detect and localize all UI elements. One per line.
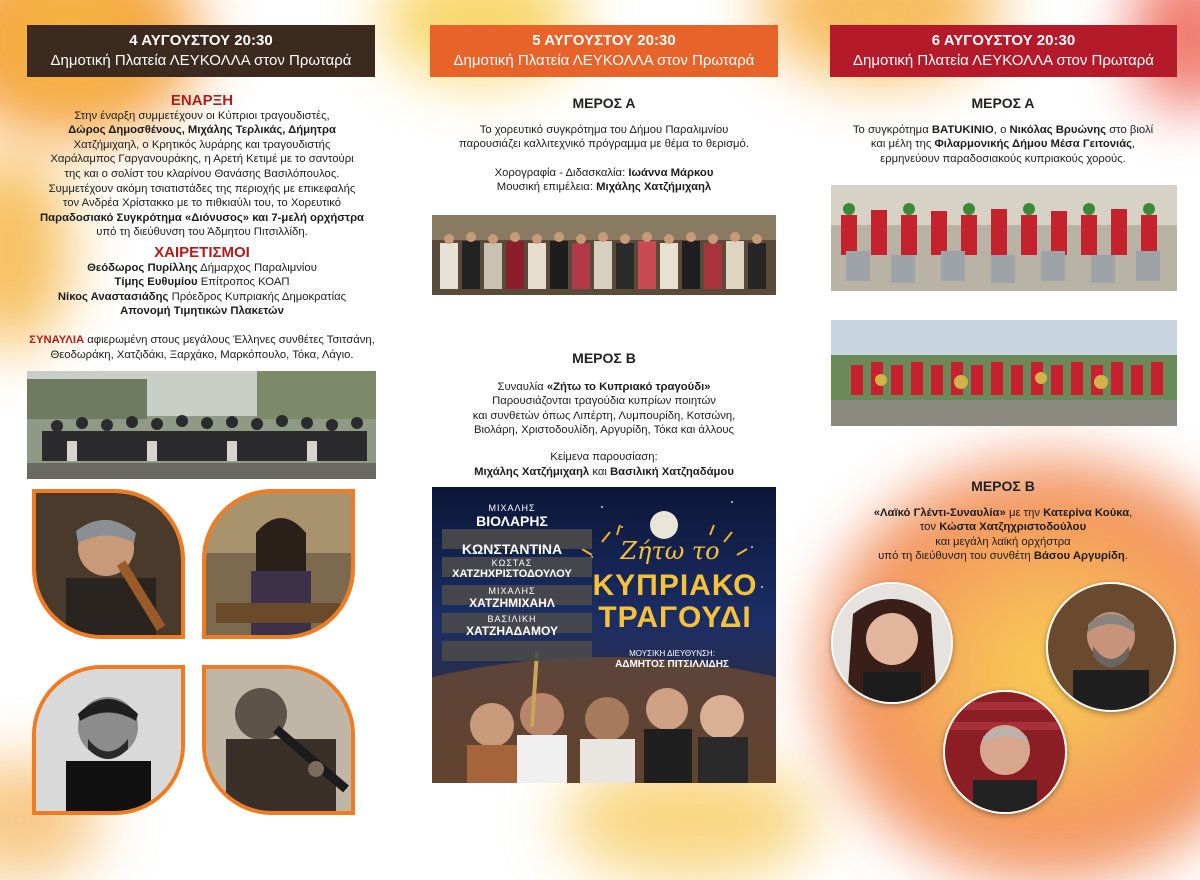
poster-title-big1: ΚΥΠΡΙΑΚΟ [592,569,758,602]
violinist-photo [36,493,181,635]
col1-header [27,25,375,77]
singer-circle-photo-left [831,582,953,704]
music-line [424,180,784,195]
poster-music-dir-label: ΜΟΥΣΙΚΗ ΔΙΕΥΘΥΝΣΗ: [629,649,715,658]
concert-line [22,333,382,348]
poster-title-script: Ζήτω το [620,537,720,565]
col1-group-photo [27,371,376,479]
poster-artist [442,503,582,529]
texts-names [424,465,784,480]
opening-line: Χαράλαμπος Γαργανουράκης, η Αρετή Κετιμέ με το σαντούρι [50,153,354,166]
partB-l1-bold: «Λαϊκό Γλέντι-Συναυλία» [873,506,1006,519]
col1-header-place: Δημοτική Πλατεία ΛΕΥΚΟΛΛΑ στον Πρωταρά [50,52,352,69]
partB-l1-end: , [1129,506,1133,519]
partB-concert-label: Συναυλία [497,380,544,393]
composer-photo [1048,584,1174,710]
col3-partA-line1 [823,123,1183,138]
petal-photo-top-right [202,489,355,639]
partB-l2-name: Κώστα Χατζηχριστοδούλου [939,521,1087,534]
col1-header-date: 4 ΑΥΓΟΥΣΤΟΥ 20:30 [129,32,273,49]
singer-bw-photo [36,669,181,811]
partB-line4: Βιολάρη, Χριστοδουλίδη, Αργυρίδη, Τόκα και άλλους [473,424,734,437]
greeting-role: Επίτροπος ΚΟΑΠ [200,276,290,289]
poster-name-strip [442,641,592,661]
greeting-role: Δήμαρχος Παραλιμνίου [200,261,317,274]
texts-and: και [592,465,607,478]
partB-concert-name: «Ζήτω το Κυπριακό τραγούδι» [546,380,711,393]
greeting-item [22,261,382,276]
partA-mid: , ο [993,123,1007,136]
poster-title-big2: ΤΡΑΓΟΥΔΙ [598,601,752,634]
petal-photo-bottom-right [202,665,355,815]
col2-header [430,25,778,77]
petal-photo-bottom-left [32,665,185,815]
col3-partB-line2 [823,520,1183,535]
petal-cluster [27,485,376,823]
opening-title: ΕΝΑΡΞΗ [170,92,234,109]
dance-group-image [432,215,776,295]
poster-artist-first: ΚΩΣΤΑΣ [491,558,533,568]
texts-label: Κείμενα παρουσίαση: [550,450,658,463]
opening-line: Δώρος Δημοσθένους, Μιχάλης Τερλικάς, Δήμητρα [68,124,336,137]
col3-partB-line3: και μεγάλη λαϊκή ορχήστρα [935,535,1071,548]
col2-partA-line2: παρουσιάζει καλλιτεχνικό πρόγραμμα με θέμα το θερισμό. [459,138,749,151]
partA-line2-bold: Φιλαρμονικής Δήμου Μέσα Γειτονιάς [934,138,1133,151]
opening-line: Παραδοσιακό Συγκρότημα «Διόνυσος» και 7-μελή ορχήστρα [39,211,365,224]
concert-poster [432,487,776,783]
group-photo-image [27,371,376,479]
greetings-title: ΧΑΙΡΕΤΙΣΜΟΙ [154,244,250,261]
col2-header-date: 5 ΑΥΓΟΥΣΤΟΥ 20:30 [532,32,676,49]
poster-music-dir-name: ΑΔΜΗΤΟΣ ΠΙΤΣΙΛΛΙΔΗΣ [615,659,729,670]
col2-partA-section [424,96,784,195]
col1-greetings-section [22,246,382,319]
greeting-item [22,290,382,305]
partA-pre: Το συγκρότημα [852,123,929,136]
concert-bold: ΣΥΝΑΥΛΙΑ [29,334,85,346]
choreo-label: Χορογραφία - Διδασκαλία: [494,166,626,179]
partB-line2: Παρουσιάζονται τραγούδια κυπρίων ποιητών [492,395,716,408]
partB-l4-name: Βάσου Αργυρίδη [1033,550,1125,563]
partA-name: Νικόλας Βρυώνης [1009,123,1107,136]
clarinetist-photo [206,669,351,811]
partB-l4-end: . [1124,550,1128,563]
col1-concert-section [22,333,382,362]
greeting-role: Πρόεδρος Κυπριακής Δημοκρατίας [171,290,347,303]
col1-opening-section [22,94,382,240]
poster-artist-first: ΜΙΧΑΛΗΣ [488,586,536,596]
poster-artist-first: ΜΙΧΑΛΗΣ [488,503,536,513]
col2-header-place: Δημοτική Πλατεία ΛΕΥΚΟΛΛΑ στον Πρωταρά [453,52,755,69]
opening-line: Στην έναρξη συμμετέχουν οι Κύπριοι τραγουδιστές, [74,109,330,122]
partA-line2-pre: και μέλη της [870,138,932,151]
col3-partA-section [823,96,1183,166]
col2-partA-title: ΜΕΡΟΣ Α [572,95,636,111]
partA-line2-post: , [1132,138,1136,151]
col3-partB-title: ΜΕΡΟΣ Β [971,478,1035,494]
partB-l1-name: Κατερίνα Κούκα [1043,506,1130,519]
col3-partA-line3: ερμηνεύουν παραδοσιακούς κυπριακούς χορούς. [880,152,1126,165]
col3-partA-line2 [823,137,1183,152]
opening-line: της και ο σολίστ του κλαρίνου Θανάσης Βασιλόπουλος. [64,167,340,180]
col3-partB-line4 [823,549,1183,564]
male-singer-photo [945,692,1065,812]
col3-partB-line1 [823,506,1183,521]
greeting-name: Νίκος Αναστασιάδης [57,290,169,303]
opening-line: Χατζήμιχαηλ, ο Κρητικός λυράρης και τραγουδιστής [73,138,331,151]
col3-partB-section [823,479,1183,564]
greeting-item [22,275,382,290]
poster-artist-last: ΧΑΤΖΗΜΙΧΑΗΛ [469,596,555,610]
philharmonic-image [831,320,1177,426]
col2-partA-line1: Το χορευτικό συγκρότημα του Δήμου Παραλιμνίου [479,123,729,136]
partB-l2-pre: τον [919,521,937,534]
col3-partA-title: ΜΕΡΟΣ Α [971,95,1035,111]
awards-line: Απονομή Τιμητικών Πλακετών [120,305,284,318]
poster-artist-last: ΚΩΝΣΤΑΝΤΙΝΑ [461,541,563,557]
col3-header-date: 6 ΑΥΓΟΥΣΤΟΥ 20:30 [931,32,1076,49]
philharmonic-photo [831,320,1177,426]
texts-name2: Βασιλική Χατζηαδάμου [610,465,734,478]
female-singer-photo [833,584,951,702]
partB-line3: και συνθετών όπως Λιπέρτη, Λυμπουρίδη, Κοτσώνη, [472,409,736,422]
greeting-name: Θεόδωρος Πυρίλλης [87,261,198,274]
concert-rest: αφιερωμένη στους μεγάλους Έλληνες συνθέτες Τσιτσάνη, [87,334,375,346]
greeting-name: Τίμης Ευθυμίου [114,276,198,289]
col2-dance-group-photo [432,215,776,295]
col2-partB-section [424,351,784,479]
opening-line: υπό τη διεύθυνση του Άδμητου Πιτσιλλίδη. [96,226,308,239]
batukinio-image [831,185,1177,291]
opening-line: Συμμετέχουν ακόμη τσιατιστάδες της περιοχής με επικεφαλής [48,182,356,195]
texts-name1: Μιχάλης Χατζήμιχαηλ [474,465,590,478]
petal-photo-top-left [32,489,185,639]
poster-artist-last: ΒΙΟΛΑΡΗΣ [476,513,548,529]
poster-artist-last: ΧΑΤΖΗΑΔΑΜΟΥ [466,624,558,638]
poster-artist [442,614,582,638]
partB-l1-mid: με την [1008,506,1041,519]
partB-concert-line [424,380,784,395]
batukinio-photo [831,185,1177,291]
col3-header-place: Δημοτική Πλατεία ΛΕΥΚΟΛΛΑ στον Πρωταρά [853,52,1154,69]
partB-l4-pre: υπό τη διεύθυνση του συνθέτη [878,550,1031,563]
opening-line: τον Ανδρέα Χρίστακκο με το πιθκιαύλι του, το Χορευτικό [62,197,342,210]
poster-artist [442,541,582,557]
col3-header [830,25,1177,77]
music-label: Μουσική επιμέλεια: [496,181,593,194]
composer-circle-photo-right [1046,582,1176,712]
partA-post: στο βιολί [1109,123,1154,136]
choreo-name: Ιωάννα Μάρκου [628,166,714,179]
col2-partB-title: ΜΕΡΟΣ Β [572,350,636,366]
poster-artist-last: ΧΑΤΖΗΧΡΙΣΤΟΔΟΥΛΟΥ [452,568,572,580]
poster-artist [442,558,582,580]
choreography-line [424,166,784,181]
santouri-player-photo [206,493,351,635]
poster-artist-first: ΒΑΣΙΛΙΚΗ [487,614,537,624]
concert-line-2: Θεοδωράκη, Χατζιδάκι, Ξαρχάκο, Μαρκόπουλο, Τόκα, Λάγιο. [50,348,354,361]
poster-artist [442,586,582,610]
singer-circle-photo-bottom [943,690,1067,814]
music-name: Μιχάλης Χατζήμιχαηλ [596,181,712,194]
partA-band: BATUKINIO [931,123,994,136]
